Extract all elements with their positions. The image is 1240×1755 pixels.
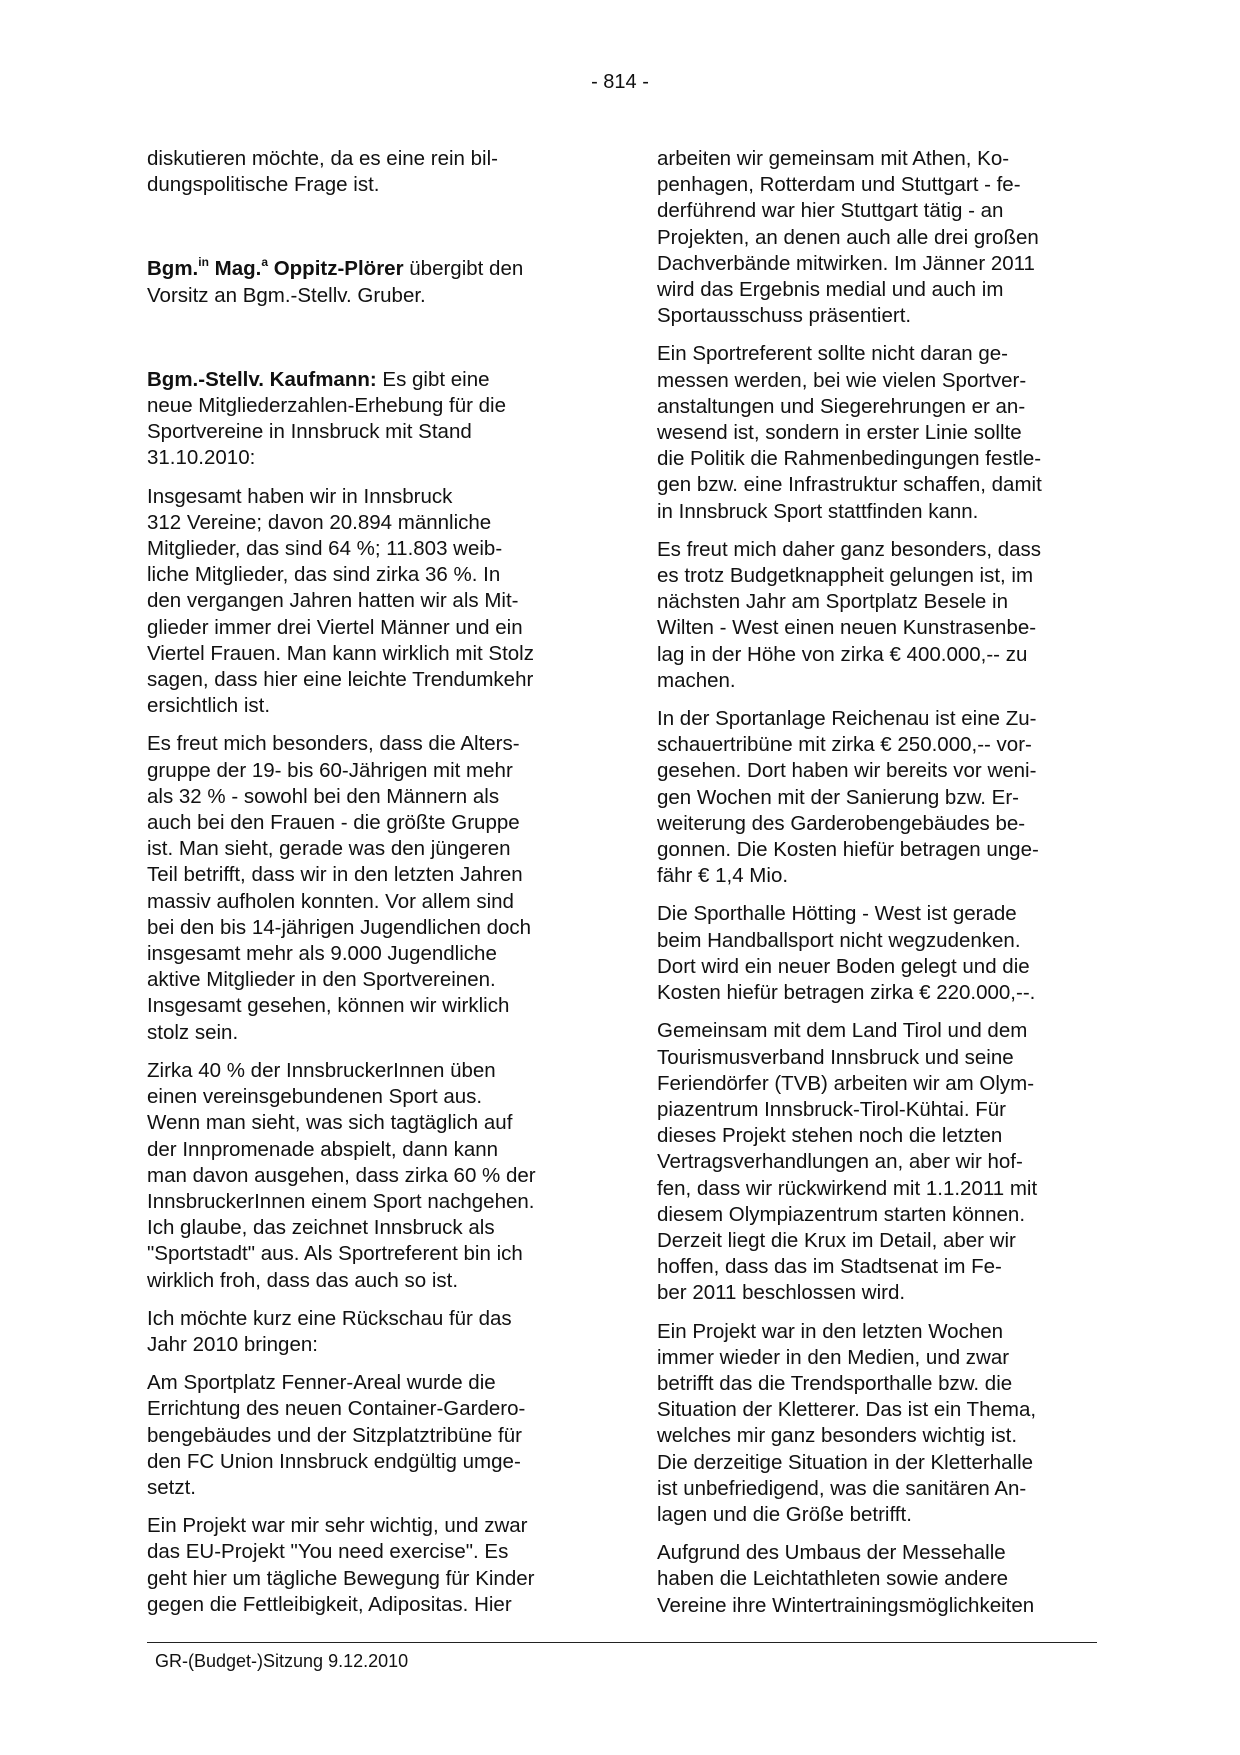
paragraph bbox=[147, 146, 587, 198]
text-line: machen. bbox=[657, 668, 736, 692]
text-line: hoffen, dass das im Stadtsenat im Fe- bbox=[657, 1255, 1002, 1279]
footer-text: GR-(Budget-)Sitzung 9.12.2010 bbox=[155, 1651, 409, 1671]
text-line: wird das Ergebnis medial und auch im bbox=[657, 278, 1004, 302]
text-line: ist unbefriedigend, was die sanitären An- bbox=[657, 1476, 1027, 1500]
text-line: piazentrum Innsbruck-Tirol-Kühtai. Für bbox=[657, 1097, 1007, 1121]
text-line: Bgm.-Stellv. Kaufmann: Es gibt eine bbox=[147, 367, 490, 391]
text-line: neue Mitgliederzahlen-Erhebung für die bbox=[147, 394, 506, 418]
text-line: Tourismusverband Innsbruck und seine bbox=[657, 1045, 1014, 1069]
text-line: sagen, dass hier eine leichte Trendumkehr bbox=[147, 668, 534, 692]
text-line: bei den bis 14-jährigen Jugendlichen doch bbox=[147, 915, 532, 939]
text-line: es trotz Budgetknappheit gelungen ist, im bbox=[657, 564, 1034, 588]
text-line: Dachverbände mitwirken. Im Jänner 2011 bbox=[657, 251, 1035, 275]
paragraph bbox=[657, 146, 1097, 329]
text-line: Feriendörfer (TVB) arbeiten wir am Olym- bbox=[657, 1071, 1035, 1095]
text-line: stolz sein. bbox=[147, 1020, 239, 1044]
text-line: insgesamt mehr als 9.000 Jugendliche bbox=[147, 942, 497, 966]
text-line: ersichtlich ist. bbox=[147, 694, 271, 718]
paragraph bbox=[657, 537, 1097, 694]
text-line: 31.10.2010: bbox=[147, 446, 256, 470]
text-line: in Innsbruck Sport stattfinden kann. bbox=[657, 499, 979, 523]
text-line: arbeiten wir gemeinsam mit Athen, Ko- bbox=[657, 147, 1010, 170]
text-line: Mitglieder, das sind 64 %; 11.803 weib- bbox=[147, 537, 503, 561]
text-line: dungspolitische Frage ist. bbox=[147, 173, 380, 197]
paragraph bbox=[657, 1319, 1097, 1529]
text-line: der Innpromenade abspielt, dann kann bbox=[147, 1137, 499, 1161]
text-line: Sportausschuss präsentiert. bbox=[657, 304, 912, 328]
text-line: Insgesamt haben wir in Innsbruck bbox=[147, 484, 453, 508]
text-line: das EU-Projekt "You need exercise". Es bbox=[147, 1540, 509, 1564]
paragraph bbox=[657, 1540, 1097, 1619]
text-line: Vereine ihre Wintertrainingsmöglichkeiten bbox=[657, 1593, 1035, 1617]
text-line: beim Handballsport nicht wegzudenken. bbox=[657, 928, 1021, 952]
text-line: schauertribüne mit zirka € 250.000,-- vor- bbox=[657, 733, 1032, 757]
paragraph bbox=[147, 731, 587, 1045]
text-line: Vorsitz an Bgm.-Stellv. Gruber. bbox=[147, 283, 426, 307]
text-line: auch bei den Frauen - die größte Gruppe bbox=[147, 811, 520, 835]
text-line: man davon ausgehen, dass zirka 60 % der bbox=[147, 1163, 536, 1187]
text-line: Gemeinsam mit dem Land Tirol und dem bbox=[657, 1019, 1028, 1043]
text-line: gonnen. Die Kosten hiefür betragen unge- bbox=[657, 838, 1039, 862]
text-line: massiv aufholen konnten. Vor allem sind bbox=[147, 889, 514, 913]
text-line: gruppe der 19- bis 60-Jährigen mit mehr bbox=[147, 758, 513, 782]
text-line: InnsbruckerInnen einem Sport nachgehen. bbox=[147, 1189, 535, 1213]
text-line: den vergangen Jahren hatten wir als Mit- bbox=[147, 589, 519, 613]
text-line: Wilten - West einen neuen Kunstrasenbe- bbox=[657, 616, 1037, 640]
text-line: Situation der Kletterer. Das ist ein Thema, bbox=[657, 1398, 1037, 1422]
speaker-paragraph bbox=[147, 367, 587, 472]
text-line: aktive Mitglieder in den Sportvereinen. bbox=[147, 968, 496, 992]
text-line: einen vereinsgebundenen Sport aus. bbox=[147, 1085, 483, 1109]
paragraph bbox=[147, 484, 587, 720]
text-line: betrifft das die Trendsporthalle bzw. die bbox=[657, 1371, 1013, 1395]
paragraph bbox=[147, 1513, 587, 1618]
text-line: Teil betrifft, dass wir in den letzten Jahren bbox=[147, 863, 523, 887]
text-line: 312 Vereine; davon 20.894 männliche bbox=[147, 510, 492, 534]
text-line: derführend war hier Stuttgart tätig - an bbox=[657, 199, 1004, 223]
text-line: nächsten Jahr am Sportplatz Besele in bbox=[657, 590, 1008, 614]
text-line: Sportvereine in Innsbruck mit Stand bbox=[147, 420, 472, 444]
text-line: diesem Olympiazentrum starten können. bbox=[657, 1202, 1026, 1226]
text-line: bengebäudes und der Sitzplatztribüne für bbox=[147, 1423, 522, 1447]
text-line: immer wieder in den Medien, und zwar bbox=[657, 1345, 1010, 1369]
text-line: Errichtung des neuen Container-Gardero- bbox=[147, 1397, 526, 1421]
text-line: Vertragsverhandlungen an, aber wir hof- bbox=[657, 1150, 1023, 1174]
right-column bbox=[657, 146, 1097, 1631]
text-line: penhagen, Rotterdam und Stuttgart - fe- bbox=[657, 173, 1021, 197]
text-line: als 32 % - sowohl bei den Männern als bbox=[147, 784, 500, 808]
text-line: messen werden, bei wie vielen Sportver- bbox=[657, 368, 1027, 392]
text-line: lag in der Höhe von zirka € 400.000,-- zu bbox=[657, 642, 1028, 666]
page-number: - 814 - bbox=[591, 71, 649, 93]
text-line: Aufgrund des Umbaus der Messehalle bbox=[657, 1541, 1006, 1565]
text-line: Jahr 2010 bringen: bbox=[147, 1332, 318, 1356]
text-line: Wenn man sieht, was sich tagtäglich auf bbox=[147, 1111, 513, 1135]
left-column bbox=[147, 146, 587, 1630]
text-line: welches mir ganz besonders wichtig ist. bbox=[657, 1424, 1018, 1448]
text-line: geht hier um tägliche Bewegung für Kinder bbox=[147, 1566, 535, 1590]
text-line: Zirka 40 % der InnsbruckerInnen üben bbox=[147, 1058, 496, 1082]
text-line: weiterung des Garderobengebäudes be- bbox=[657, 811, 1026, 835]
text-line: gen Wochen mit der Sanierung bzw. Er- bbox=[657, 785, 1019, 809]
text-line: Die derzeitige Situation in der Kletterhalle bbox=[657, 1450, 1034, 1474]
text-line: wirklich froh, dass das auch so ist. bbox=[147, 1268, 459, 1292]
text-line: "Sportstadt" aus. Als Sportreferent bin ich bbox=[147, 1242, 523, 1266]
text-line: ber 2011 beschlossen wird. bbox=[657, 1281, 906, 1305]
text-line: Bgm.$^{in}$ Mag.$^a$ Oppitz-Plörer übergibt den bbox=[147, 255, 524, 281]
text-line: liche Mitglieder, das sind zirka 36 %. In bbox=[147, 563, 501, 587]
text-line: Es freut mich besonders, dass die Alters- bbox=[147, 732, 520, 756]
text-line: anstaltungen und Siegerehrungen er an- bbox=[657, 394, 1026, 418]
text-line: gen bzw. eine Infrastruktur schaffen, damit bbox=[657, 473, 1042, 497]
text-line: Ein Projekt war mir sehr wichtig, und zwar bbox=[147, 1514, 528, 1538]
text-line: ist. Man sieht, gerade was den jüngeren bbox=[147, 837, 511, 861]
paragraph bbox=[147, 1306, 587, 1358]
paragraph bbox=[147, 1370, 587, 1501]
text-line: haben die Leichtathleten sowie andere bbox=[657, 1567, 1009, 1591]
paragraph bbox=[147, 1058, 587, 1294]
text-line: Ein Sportreferent sollte nicht daran ge- bbox=[657, 342, 1008, 366]
text-line: glieder immer drei Viertel Männer und ein bbox=[147, 615, 523, 639]
text-line: Kosten hiefür betragen zirka € 220.000,--. bbox=[657, 981, 1036, 1005]
text-line: setzt. bbox=[147, 1475, 196, 1499]
text-line: Es freut mich daher ganz besonders, dass bbox=[657, 537, 1042, 561]
text-line: fähr € 1,4 Mio. bbox=[657, 864, 789, 888]
speaker-name: Bgm.-Stellv. Kaufmann: bbox=[147, 367, 377, 391]
text-line: Ich glaube, das zeichnet Innsbruck als bbox=[147, 1216, 495, 1240]
text-line: Ich möchte kurz eine Rückschau für das bbox=[147, 1306, 512, 1330]
paragraph bbox=[657, 341, 1097, 524]
text-line: Viertel Frauen. Man kann wirklich mit Stolz bbox=[147, 641, 534, 665]
text-line: wesend ist, sondern in erster Linie sollte bbox=[657, 421, 1022, 445]
paragraph bbox=[657, 706, 1097, 889]
text-line: Ein Projekt war in den letzten Wochen bbox=[657, 1319, 1004, 1343]
paragraph bbox=[657, 901, 1097, 1006]
speaker-name: Bgm.$^{in}$ Mag.$^a$ Oppitz-Plörer bbox=[147, 255, 404, 281]
text-line: gesehen. Dort haben wir bereits vor weni- bbox=[657, 759, 1037, 783]
text-line: fen, dass wir rückwirkend mit 1.1.2011 mit bbox=[657, 1176, 1038, 1200]
text-line: die Politik die Rahmenbedingungen festle- bbox=[657, 447, 1042, 471]
text-line: Derzeit liegt die Krux im Detail, aber wir bbox=[657, 1228, 1016, 1252]
text-line: dieses Projekt stehen noch die letzten bbox=[657, 1124, 1003, 1148]
text-line: den FC Union Innsbruck endgültig umge- bbox=[147, 1449, 521, 1473]
footer-divider bbox=[147, 1642, 1097, 1643]
text-line: In der Sportanlage Reichenau ist eine Zu- bbox=[657, 707, 1037, 731]
text-line: lagen und die Größe betrifft. bbox=[657, 1502, 912, 1526]
text-line: Projekten, an denen auch alle drei großen bbox=[657, 225, 1039, 249]
text-line: gegen die Fettleibigkeit, Adipositas. Hier bbox=[147, 1592, 512, 1616]
paragraph bbox=[657, 1018, 1097, 1306]
text-line: Insgesamt gesehen, können wir wirklich bbox=[147, 994, 510, 1018]
text-line: Die Sporthalle Hötting - West ist gerade bbox=[657, 902, 1017, 926]
text-line: Am Sportplatz Fenner-Areal wurde die bbox=[147, 1371, 496, 1395]
text-line: diskutieren möchte, da es eine rein bil- bbox=[147, 147, 498, 170]
chair-handover-paragraph bbox=[147, 256, 587, 308]
text-line: Dort wird ein neuer Boden gelegt und die bbox=[657, 954, 1030, 978]
